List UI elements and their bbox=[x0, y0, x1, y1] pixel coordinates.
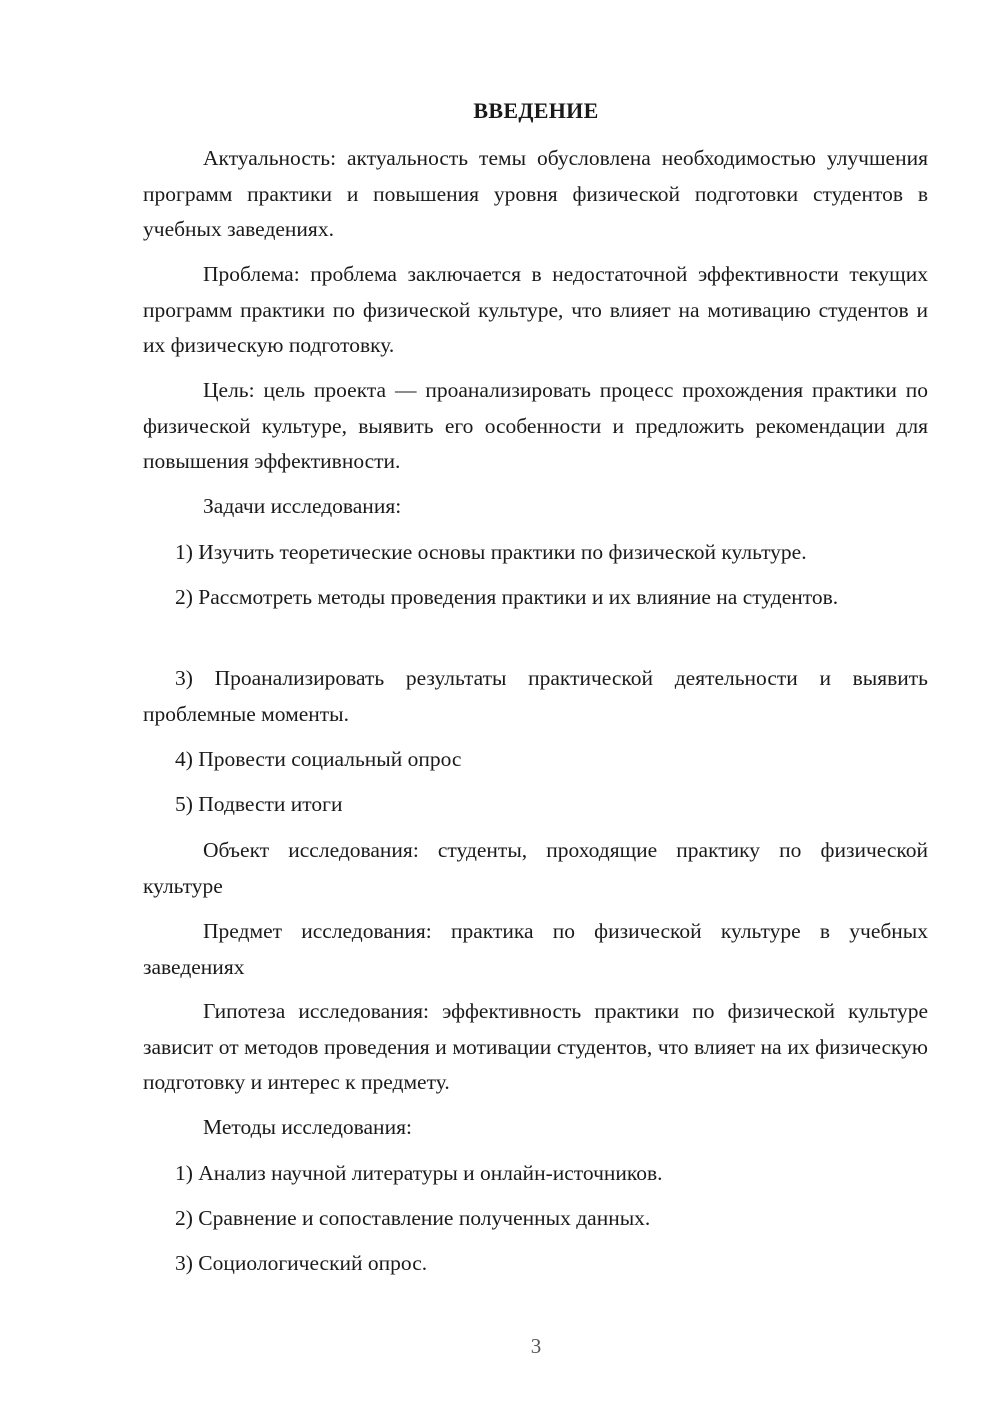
page-title: ВВЕДЕНИЕ bbox=[473, 98, 599, 123]
method-item-1: 1) Анализ научной литературы и онлайн-источников. bbox=[175, 1161, 663, 1185]
paragraph-problem: Проблема: проблема заключается в недостаточной эффективности текущих программ практики по физической культуре, что влияет на мотивацию студентов и их физическую подготовку. bbox=[143, 262, 928, 357]
paragraph-hypothesis: Гипотеза исследования: эффективность практики по физической культуре зависит от методов проведения и мотивации студентов, что влияет на их физическую подготовку и интерес к предмету. bbox=[143, 999, 928, 1094]
task-item-1: 1) Изучить теоретические основы практики по физической культуре. bbox=[175, 540, 807, 564]
tasks-heading: Задачи исследования: bbox=[203, 494, 402, 518]
paragraph-goal: Цель: цель проекта — проанализировать процесс прохождения практики по физической культуре, выявить его особенности и предложить рекомендации для повышения эффективности. bbox=[143, 378, 928, 473]
method-item-3: 3) Социологический опрос. bbox=[175, 1251, 428, 1275]
task-item-2: 2) Рассмотреть методы проведения практики и их влияние на студентов. bbox=[175, 585, 839, 609]
page-number: 3 bbox=[530, 1334, 542, 1358]
task-item-5: 5) Подвести итоги bbox=[175, 792, 343, 816]
task-item-3: 3) Проанализировать результаты практической деятельности и выявить проблемные моменты. bbox=[143, 666, 928, 726]
paragraph-subject: Предмет исследования: практика по физической культуре в учебных заведениях bbox=[143, 919, 928, 979]
task-item-4: 4) Провести социальный опрос bbox=[175, 747, 462, 771]
method-item-2: 2) Сравнение и сопоставление полученных данных. bbox=[175, 1206, 651, 1230]
paragraph-relevance: Актуальность: актуальность темы обусловлена необходимостью улучшения программ практики и повышения уровня физической подготовки студентов в учебных заведениях. bbox=[143, 146, 928, 241]
methods-heading: Методы исследования: bbox=[203, 1115, 412, 1139]
paragraph-object: Объект исследования: студенты, проходящие практику по физической культуре bbox=[143, 838, 928, 898]
